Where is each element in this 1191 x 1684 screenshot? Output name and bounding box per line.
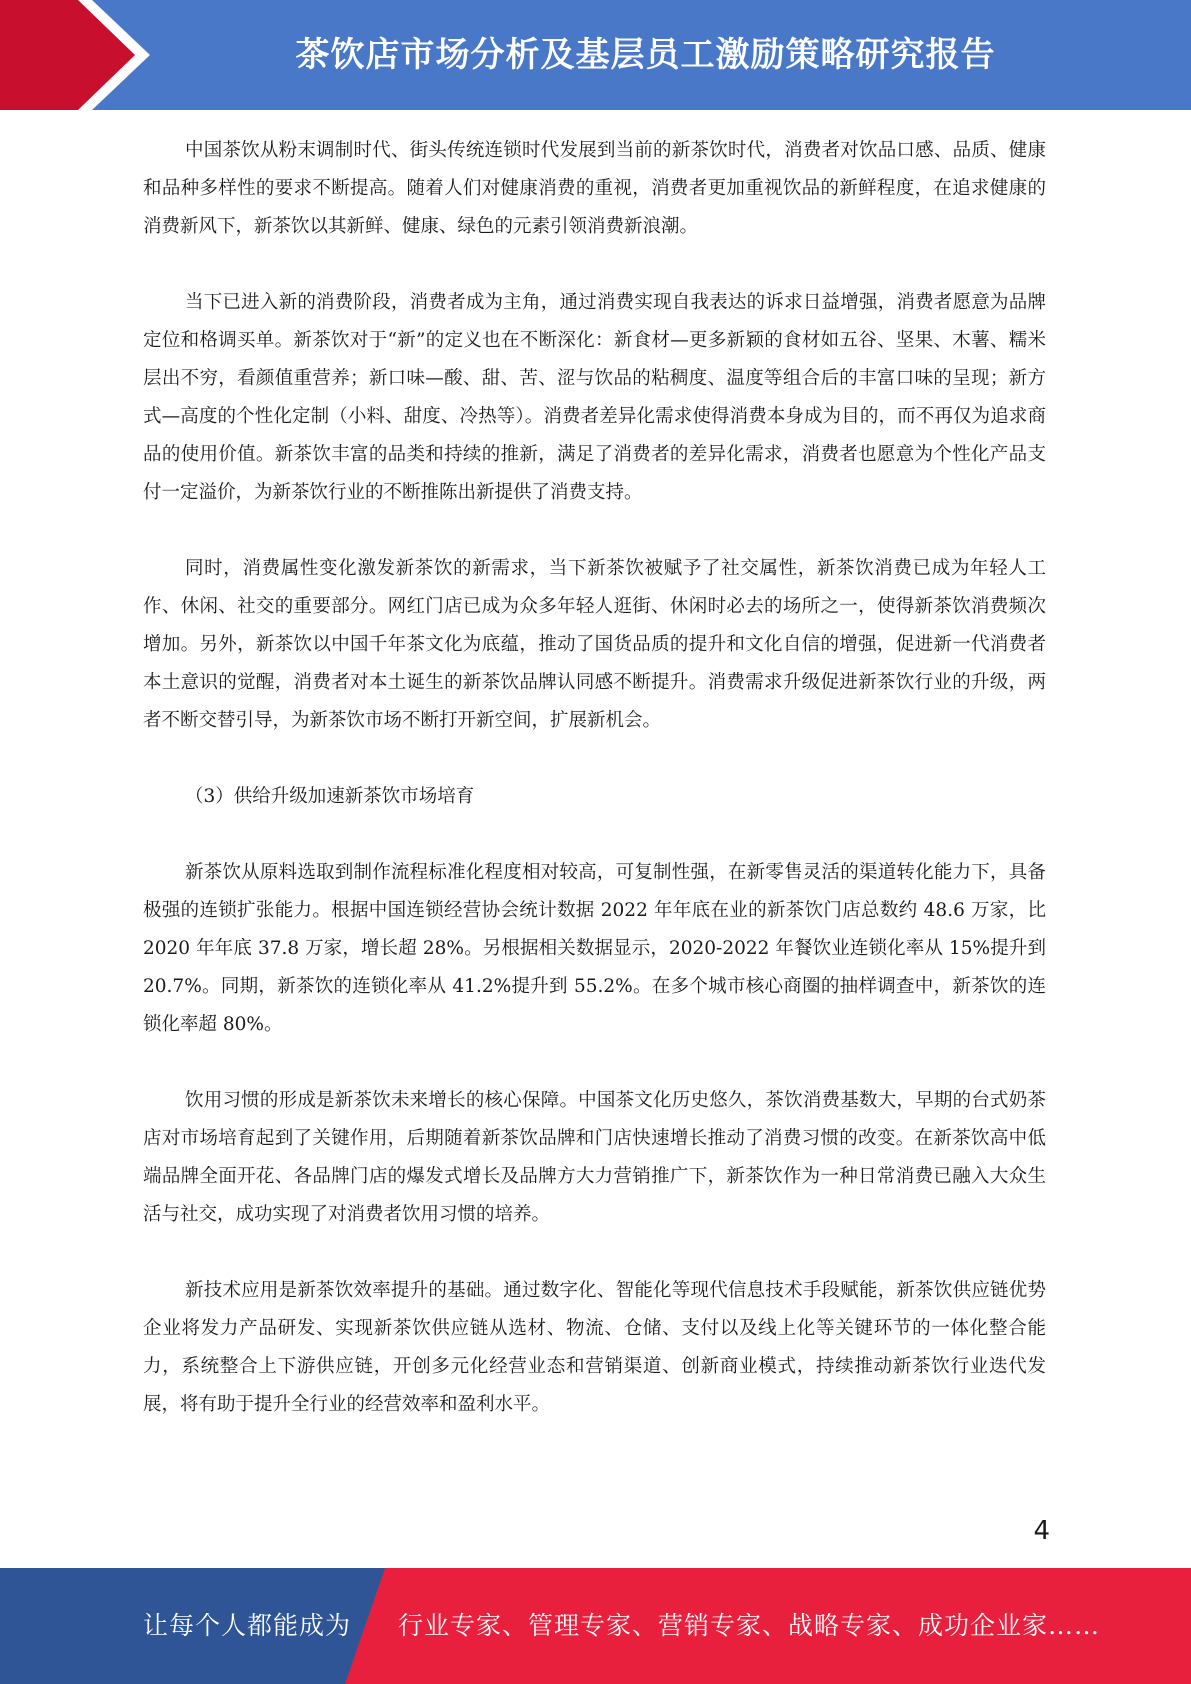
page-footer bbox=[0, 1568, 1191, 1684]
footer-slogan-left: 让每个人都能成为 bbox=[143, 1611, 352, 1640]
header-chevron-decoration bbox=[0, 0, 160, 110]
paragraph: 新技术应用是新茶饮效率提升的基础。通过数字化、智能化等现代信息技术手段赋能，新茶饮供应链优势企业将发力产品研发、实现新茶饮供应链从选材、物流、仓储、支付以及线上化等关键环节的一体化整合能力，系统整合上下游供应链，开创多元化经营业态和营销渠道、创新商业模式，持续推动新茶饮行业迭代发展，将有助于提升全行业的经营效率和盈利水平。 bbox=[143, 1280, 1046, 1415]
section-subheading: （3）供给升级加速新茶饮市场培育 bbox=[185, 786, 475, 807]
paragraph: 中国茶饮从粉末调制时代、街头传统连锁时代发展到当前的新茶饮时代，消费者对饮品口感、品质、健康和品种多样性的要求不断提高。随着人们对健康消费的重视，消费者更加重视饮品的新鲜程度，在追求健康的消费新风下，新茶饮以其新鲜、健康、绿色的元素引领消费新浪潮。 bbox=[143, 140, 1046, 237]
main-content bbox=[143, 132, 1046, 1462]
paragraph: 饮用习惯的形成是新茶饮未来增长的核心保障。中国茶文化历史悠久，茶饮消费基数大，早期的台式奶茶店对市场培育起到了关键作用，后期随着新茶饮品牌和门店快速增长推动了消费习惯的改变。在新茶饮高中低端品牌全面开花、各品牌门店的爆发式增长及品牌方大力营销推广下，新茶饮作为一种日常消费已融入大众生活与社交，成功实现了对消费者饮用习惯的培养。 bbox=[143, 1090, 1046, 1225]
page-number: 4 bbox=[1033, 1516, 1050, 1546]
footer-slogan-right: 行业专家、管理专家、营销专家、战略专家、成功企业家…… bbox=[398, 1611, 1101, 1640]
paragraph: 新茶饮从原料选取到制作流程标准化程度相对较高，可复制性强，在新零售灵活的渠道转化能力下，具备极强的连锁扩张能力。根据中国连锁经营协会统计数据 2022 年年底在业的新茶饮门店总数约 48.6 万家，比 2020 年年底 37.8 万家，增长超 28%。另根据相关数据显示，2020-2022 年餐饮业连锁化率从 15%提升到 20.7%。同期，新茶饮的连锁化率从 41.2%提升到 55.2%。在多个城市核心商圈的抽样调查中，新茶饮的连锁化率超 80%。 bbox=[143, 862, 1046, 1035]
red-chevron-shape bbox=[0, 0, 135, 110]
report-title: 茶饮店市场分析及基层员工激励策略研究报告 bbox=[295, 35, 996, 75]
paragraph: 同时，消费属性变化激发新茶饮的新需求，当下新茶饮被赋予了社交属性，新茶饮消费已成为年轻人工作、休闲、社交的重要部分。网红门店已成为众多年轻人逛街、休闲时必去的场所之一，使得新茶饮消费频次增加。另外，新茶饮以中国千年茶文化为底蕴，推动了国货品质的提升和文化自信的增强，促进新一代消费者本土意识的觉醒，消费者对本土诞生的新茶饮品牌认同感不断提升。消费需求升级促进新茶饮行业的升级，两者不断交替引导，为新茶饮市场不断打开新空间，扩展新机会。 bbox=[143, 558, 1046, 731]
page-header bbox=[0, 0, 1191, 110]
paragraph: 当下已进入新的消费阶段，消费者成为主角，通过消费实现自我表达的诉求日益增强，消费者愿意为品牌定位和格调买单。新茶饮对于“新”的定义也在不断深化：新食材—更多新颖的食材如五谷、坚果、木薯、糯米层出不穷，看颜值重营养；新口味—酸、甜、苦、涩与饮品的粘稠度、温度等组合后的丰富口味的呈现；新方式—高度的个性化定制（小料、甜度、冷热等）。消费者差异化需求使得消费本身成为目的，而不再仅为追求商品的使用价值。新茶饮丰富的品类和持续的推新，满足了消费者的差异化需求，消费者也愿意为个性化产品支付一定溢价，为新茶饮行业的不断推陈出新提供了消费支持。 bbox=[143, 292, 1046, 503]
